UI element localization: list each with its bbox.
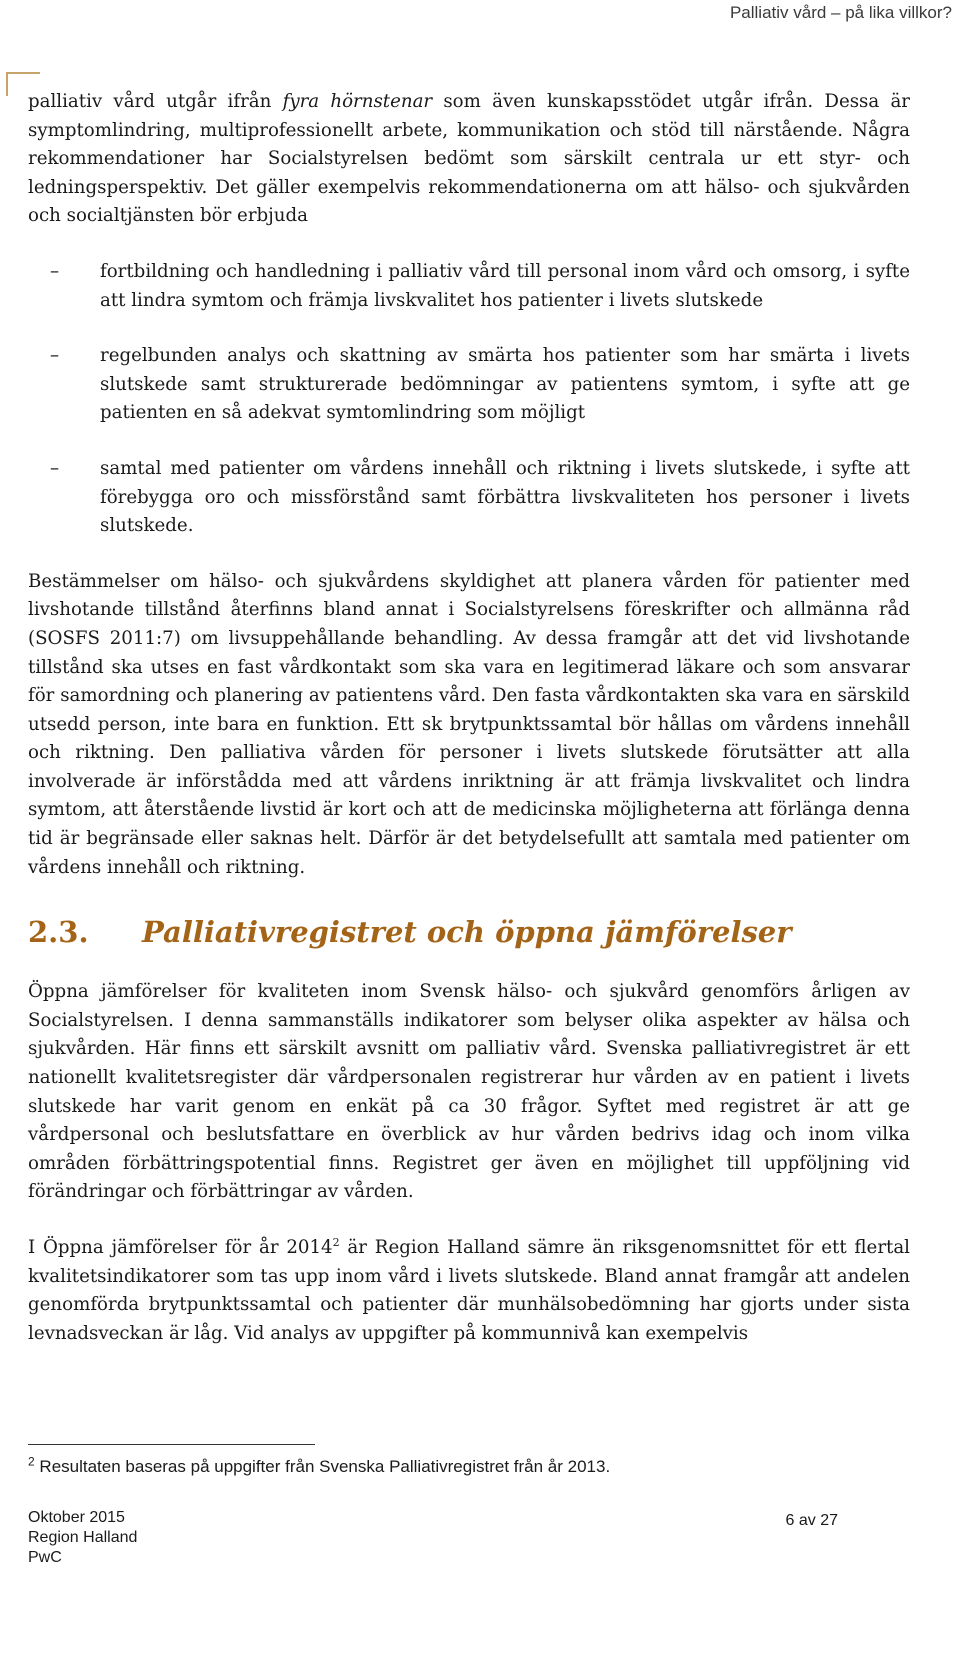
footnote [28, 1454, 908, 1480]
footnote-number: 2 [28, 1454, 35, 1469]
footnote-divider [28, 1444, 315, 1445]
list-item: – fortbildning och handledning i palliativ vård till personal inom vård och omsorg, i syfte att lindra symtom och främja livskvalitet hos patienter i livets slutskede [28, 258, 910, 315]
page-content [28, 88, 910, 1348]
footnote-text: Resultaten baseras på uppgifter från Svenska Palliativregistret från år 2013. [34, 1457, 611, 1476]
body-paragraph: Bestämmelser om hälso- och sjukvårdens skyldighet att planera vården för patienter med livshotande tillstånd återfinns bland annat i Socialstyrelsens föreskrifter och allmänna råd (SOSFS 2011:7) om livsuppehållande behandling. Av dessa framgår att det vid livshotande tillstånd ska utses en fast vårdkontakt som ska vara en legitimerad läkare och som ansvarar för samordning och planering av patientens vård. Den fasta vårdkontakten ska vara en särskild utsedd person, inte bara en funktion. Ett sk brytpunktssamtal bör hållas om vårdens innehåll och riktning. Den palliativa vården för personer i livets slutskede förutsätter att alla involverade är införstådda med att vårdens inriktning är att främja livskvalitet och lindra symtom, att återstående livstid är kort och att de medicinska möjligheterna att förlänga denna tid är begränsade eller saknas helt. Därför är det betydelsefullt att samtala med patienter om vårdens innehåll och riktning. [28, 570, 910, 878]
footer-organization: Region Halland [28, 1529, 138, 1546]
body-paragraph: Öppna jämförelser för kvaliteten inom Svensk hälso- och sjukvård genomförs årligen av Socialstyrelsen. I denna sammanställs indikatorer som belyser olika aspekter av hälsa och sjukvården. Här finns ett särskilt avsnitt om palliativ vård. Svenska palliativregistret är ett nationellt kvalitetsregister där vårdpersonalen registrerar hur vården av en patient i livets slutskede har varit genom en enkät på ca 30 frågor. Syftet med registret är att ge vårdpersonal och beslutsfattare en överblick av hur vården bedrivs idag och inom vilka områden förbättringspotential finns. Registret ger även en möjlighet till uppföljning vid förändringar och förbättringar av vården. [28, 981, 910, 1203]
section-heading [28, 912, 910, 952]
footnote-reference[interactable]: 2 [332, 1235, 340, 1249]
list-item: – samtal med patienter om vårdens innehåll och riktning i livets slutskede, i syfte att förebygga oro och missförstånd samt förbättra livskvaliteten hos personer i livets slutskede. [28, 455, 910, 541]
footer-company: PwC [28, 1549, 62, 1566]
page-number: 6 av 27 [785, 1512, 838, 1529]
running-header: Palliativ vård – på lika villkor? [729, 3, 952, 22]
intro-paragraph: palliativ vård utgår ifrån fyra hörnstenar som även kunskapsstödet utgår ifrån. Dessa är symptomlindring, multiprofessionellt arbete, kommunikation och stöd till närstående. Några rekommendationer har Socialstyrelsen bedömt som särskilt centrala ur ett styr- och ledningsperspektiv. Det gäller exempelvis rekommendationerna om att hälso- och sjukvården och socialtjänsten bör erbjuda [28, 91, 910, 227]
section-title: Palliativregistret och öppna jämförelser [142, 915, 792, 950]
footer-date: Oktober 2015 [28, 1509, 125, 1526]
dash-bullet: – [50, 260, 60, 282]
emphasis-text: fyra hörnstenar [282, 91, 433, 112]
page-footer [28, 1508, 838, 1568]
recommendation-list [28, 258, 910, 541]
dash-bullet: – [50, 457, 60, 479]
body-paragraph: I Öppna jämförelser för år 2014$^2$ är Region Halland sämre än riksgenomsnittet för ett flertal kvalitetsindikatorer som tas upp inom vård i livets slutskede. Bland annat framgår att andelen genomförda brytpunktssamtal och patienter där munhälsobedömning har gjorts under sista levnadsveckan är låg. Vid analys av uppgifter på kommunnivå kan exempelvis [28, 1235, 910, 1344]
section-number: 2.3. [28, 915, 89, 950]
dash-bullet: – [50, 345, 60, 367]
list-item: – regelbunden analys och skattning av smärta hos patienter som har smärta i livets slutskede samt strukturerade bedömningar av patientens symtom, i syfte att ge patienten en så adekvat symtomlindring som möjligt [28, 342, 910, 428]
